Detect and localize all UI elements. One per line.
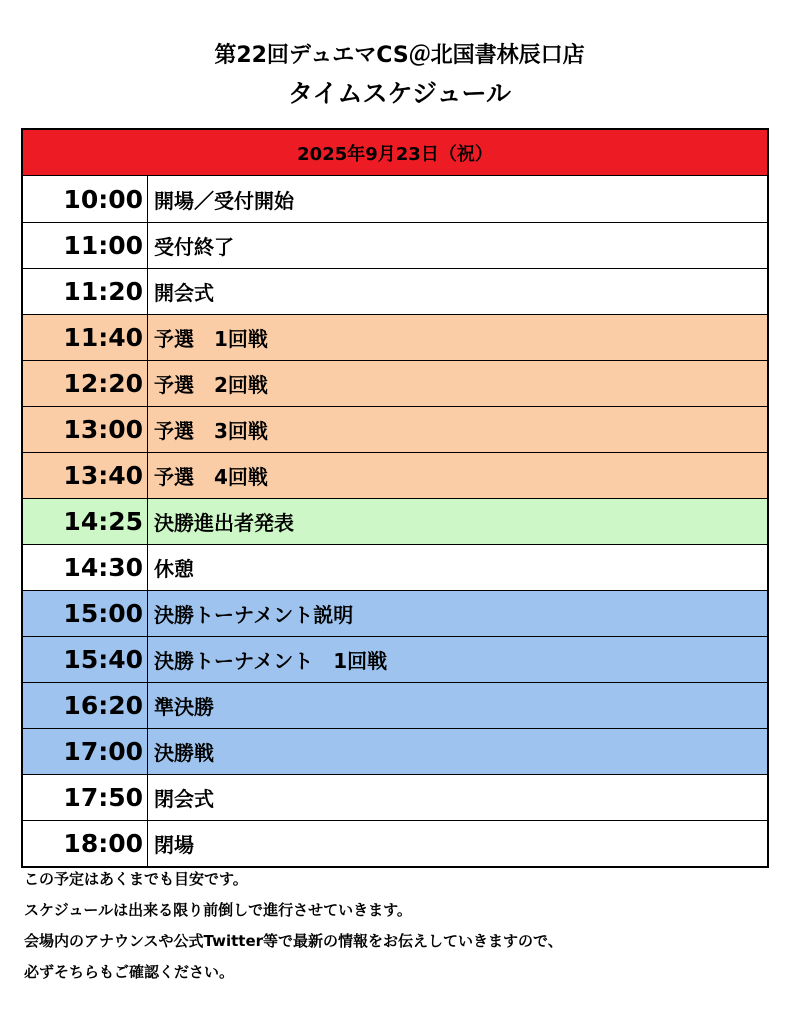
row-time: 14:30 bbox=[23, 545, 148, 590]
row-event: 決勝トーナメント 1回戦 bbox=[154, 649, 388, 673]
row-event: 開会式 bbox=[154, 281, 214, 305]
note-line: 必ずそちらもご確認ください。 bbox=[24, 963, 235, 981]
schedule-row bbox=[23, 314, 767, 360]
row-event: 決勝進出者発表 bbox=[154, 511, 294, 535]
schedule-row bbox=[23, 590, 767, 636]
schedule-rows bbox=[23, 176, 767, 866]
row-event: 開場／受付開始 bbox=[154, 188, 294, 213]
row-event: 予選 4回戦 bbox=[154, 465, 268, 489]
schedule-row bbox=[23, 176, 767, 222]
note-line: この予定はあくまでも目安です。 bbox=[24, 870, 248, 888]
row-event: 決勝戦 bbox=[154, 741, 214, 765]
row-time: 18:00 bbox=[23, 821, 148, 866]
row-time: 13:00 bbox=[23, 407, 148, 452]
row-event: 閉会式 bbox=[154, 787, 214, 811]
row-event: 予選 2回戦 bbox=[154, 373, 268, 397]
row-event: 準決勝 bbox=[154, 695, 214, 719]
schedule-row bbox=[23, 636, 767, 682]
notes bbox=[24, 864, 784, 988]
row-time: 15:00 bbox=[23, 591, 148, 636]
schedule-row bbox=[23, 406, 767, 452]
schedule-date: 2025年9月23日（祝） bbox=[23, 130, 767, 176]
row-time: 10:00 bbox=[23, 176, 148, 222]
note-line: スケジュールは出来る限り前倒しで進行させていきます。 bbox=[24, 901, 412, 919]
schedule-row bbox=[23, 498, 767, 544]
row-time: 11:20 bbox=[23, 269, 148, 314]
row-event: 予選 1回戦 bbox=[154, 327, 268, 351]
schedule-row bbox=[23, 682, 767, 728]
row-time: 17:50 bbox=[23, 775, 148, 820]
schedule-row bbox=[23, 774, 767, 820]
schedule-subtitle: タイムスケジュール bbox=[287, 79, 511, 108]
schedule-row bbox=[23, 820, 767, 866]
row-time: 13:40 bbox=[23, 453, 148, 498]
row-event: 休憩 bbox=[154, 557, 194, 581]
row-time: 11:00 bbox=[23, 223, 148, 268]
row-time: 16:20 bbox=[23, 683, 148, 728]
row-time: 12:20 bbox=[23, 361, 148, 406]
row-event: 閉場 bbox=[154, 833, 194, 857]
row-event: 決勝トーナメント説明 bbox=[154, 603, 354, 627]
schedule-row bbox=[23, 728, 767, 774]
row-time: 11:40 bbox=[23, 315, 148, 360]
schedule-row bbox=[23, 452, 767, 498]
schedule-table bbox=[21, 128, 769, 868]
schedule-row bbox=[23, 268, 767, 314]
row-event: 受付終了 bbox=[154, 235, 234, 259]
row-time: 15:40 bbox=[23, 637, 148, 682]
row-time: 14:25 bbox=[23, 499, 148, 544]
event-title: 第22回デュエマCS＠北国書林辰口店 bbox=[214, 43, 585, 68]
row-event: 予選 3回戦 bbox=[154, 419, 268, 443]
row-time: 17:00 bbox=[23, 729, 148, 774]
schedule-row bbox=[23, 544, 767, 590]
schedule-row bbox=[23, 222, 767, 268]
note-line: 会場内のアナウンスや公式Twitter等で最新の情報をお伝えしていきますので、 bbox=[24, 932, 563, 950]
schedule-row bbox=[23, 360, 767, 406]
